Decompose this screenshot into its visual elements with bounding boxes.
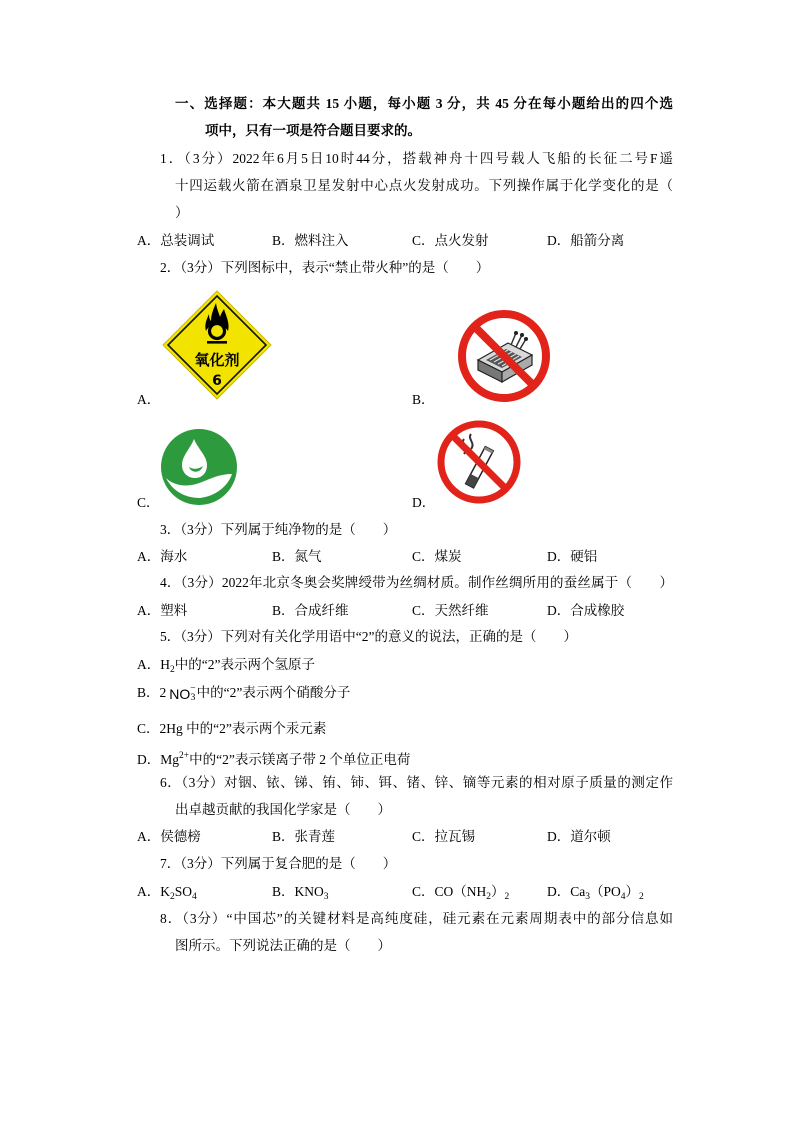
q1-option-d: D．船箭分离 [547,233,625,248]
q2-option-d-label: D． [412,495,436,510]
q1-stem-line-2: 十四运载火箭在酒泉卫星发射中心点火发射成功。下列操作属于化学变化的是（ [175,178,673,193]
q7-a-part: SO [174,884,193,899]
q5-option-d [137,747,410,769]
q5-b-superscript: − [190,683,196,694]
ring-icon [210,324,225,339]
water-saving-icon [160,428,238,506]
q5-d-superscript: 2+ [179,751,190,761]
q7-stem: 7．（3分）下列属于复合肥的是（ ） [160,856,397,871]
q5-b-subscript: 3 [190,692,196,703]
q2-option-a-label: A． [137,392,161,407]
q6-stem-line-2: 出卓越贡献的我国化学家是（ ） [175,802,391,817]
q7-c-subscript: 2 [486,892,492,902]
no-fire-matchbox-icon [456,308,552,404]
q4-option-a: A．塑料 [137,603,188,618]
ground-bar [207,341,227,344]
q3-stem: 3．（3分）下列属于纯净物的是（ ） [160,522,397,537]
q8-stem-line-2: 图所示。下列说法正确的是（ ） [175,938,391,953]
q6-option-a: A．侯德榜 [137,829,201,844]
q7-option-a [137,883,197,906]
no-smoking-icon [436,419,522,505]
oxidizer-sign-icon [162,290,272,400]
q1-option-b: B．燃料注入 [272,233,349,248]
q7-b-part: B．KNO [272,884,324,899]
q7-a-part: A．K [137,884,170,899]
q7-d-part: ） [625,884,640,899]
section-heading-line-2: 项中，只有一项是符合题目要求的。 [205,123,421,138]
q3-option-b: B．氮气 [272,549,322,564]
q1-option-c: C．点火发射 [412,233,489,248]
q1-stem-line-3: ） [175,205,189,220]
q4-option-d: D．合成橡胶 [547,603,625,618]
q7-c-part: ） [491,884,505,899]
q5-b-prefix: B．2 [137,685,167,700]
q6-option-d: D．道尔顿 [547,829,611,844]
q7-d-subscript: 4 [620,892,626,902]
q4-option-c: C．天然纤维 [412,603,489,618]
q5-option-a [137,656,315,679]
q7-option-c [412,883,509,906]
q5-a-subscript: 2 [170,665,175,675]
q5-a-text: 中的“2”表示两个氢原子 [174,657,315,672]
q6-option-c: C．拉瓦锡 [412,829,476,844]
q5-option-c: C．2Hg 中的“2”表示两个汞元素 [137,721,327,736]
q4-stem: 4．（3分）2022年北京冬奥会奖牌绶带为丝绸材质。制作丝绸所用的蚕丝属于（ ） [160,575,673,590]
q7-c-subscript: 2 [504,892,510,902]
q3-option-a: A．海水 [137,549,188,564]
q5-option-b [137,684,350,703]
q7-d-subscript: 2 [639,892,644,902]
q5-d-prefix: D．Mg [137,752,180,767]
q5-d-text: 中的“2”表示镁离子带 2 个单位正电荷 [189,752,411,767]
q5-b-text: 中的“2”表示两个硝酸分子 [196,685,351,700]
q3-option-d: D．硬铝 [547,549,598,564]
q7-c-part: C．CO（NH [412,884,487,899]
q1-option-a: A．总装调试 [137,233,215,248]
q2-option-b-label: B． [412,392,435,407]
section-heading-line-1: 一、选择题：本大题共 15 小题，每小题 3 分，共 45 分在每小题给出的四个选 [175,96,673,111]
q1-stem-line-1: 1．（3分）2022年6月5日10时44分，搭载神舟十四号载人飞船的长征二号F遥 [160,151,673,166]
q7-d-subscript: 3 [585,892,590,902]
q7-a-subscript: 4 [192,892,197,902]
q7-d-part: D．Ca [547,884,586,899]
q3-option-c: C．煤炭 [412,549,462,564]
q4-option-b: B．合成纤维 [272,603,349,618]
q8-stem-line-1: 8．（3分）“中国芯”的关键材料是高纯度硅，硅元素在元素周期表中的部分信息如 [160,911,673,926]
sign-a-number: 6 [212,373,222,389]
q7-d-part: （PO [590,884,621,899]
q7-option-b [272,883,329,906]
q2-stem: 2．（3分）下列图标中，表示“禁止带火种”的是（ ） [160,260,490,275]
q6-stem-line-1: 6．（3分）对铟、铱、锑、铕、铈、铒、锗、锌、镝等元素的相对原子质量的测定作 [160,775,673,790]
q7-a-subscript: 2 [170,892,175,902]
q5-a-prefix: A．H [137,657,170,672]
sign-a-text: 氧化剂 [194,351,240,369]
q7-b-subscript: 3 [323,892,329,902]
q5-b-ion: NO [169,686,191,702]
q6-option-b: B．张青莲 [272,829,336,844]
q5-stem: 5．（3分）下列对有关化学用语中“2”的意义的说法，正确的是（ ） [160,629,577,644]
q5-b-charge-stack [190,685,195,703]
q7-option-d [547,883,644,906]
q2-option-c-label: C． [137,495,160,510]
